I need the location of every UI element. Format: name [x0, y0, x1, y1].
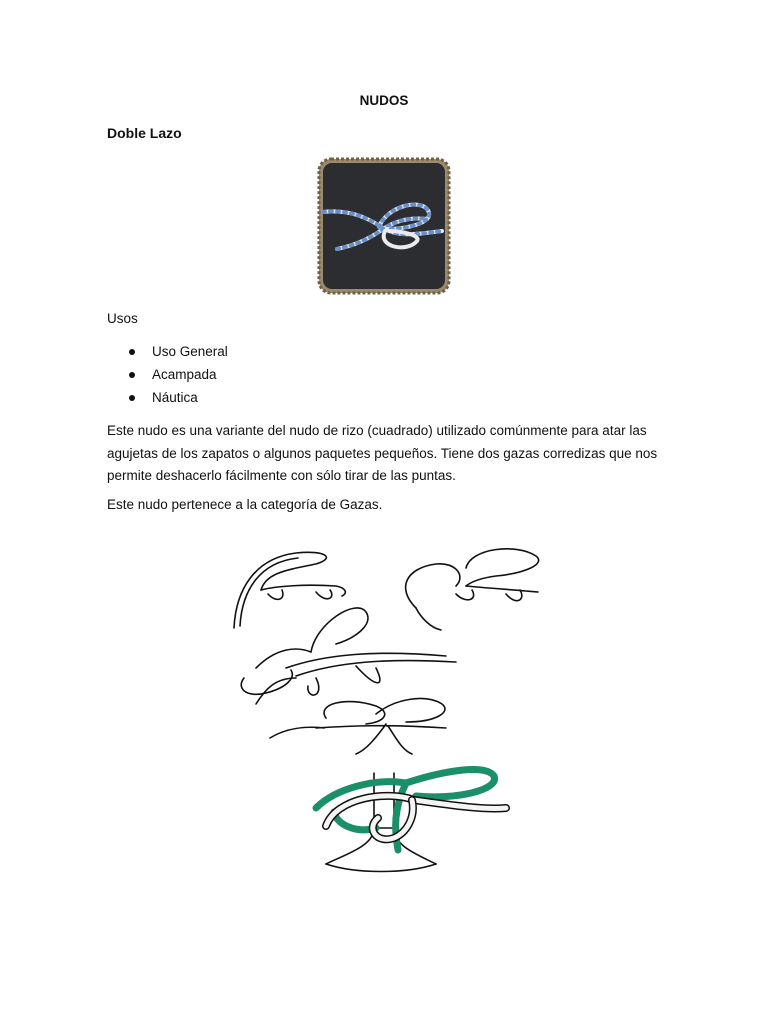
bullet-icon — [129, 395, 135, 401]
list-item: Náutica — [107, 389, 228, 412]
document-title: NUDOS — [359, 93, 409, 108]
knot-photo — [317, 157, 451, 295]
usos-list — [107, 343, 228, 412]
description-paragraph: Este nudo es una variante del nudo de rizo (cuadrado) utilizado comúnmente para atar las agujetas de los zapatos o algunos paquetes pequeños. Tiene dos gazas corredizas que nos permite deshacerlo fácilmente con sólo tirar de las puntas. — [107, 423, 658, 483]
knot-heading: Doble Lazo — [107, 125, 182, 141]
bullet-icon — [129, 372, 135, 378]
list-item: Acampada — [107, 366, 228, 389]
knot-steps-illustration — [216, 528, 552, 904]
list-item: Uso General — [107, 343, 228, 366]
bullet-icon — [129, 349, 135, 355]
usos-label: Usos — [107, 311, 138, 326]
category-paragraph: Este nudo pertenece a la categoría de Gazas. — [107, 497, 383, 512]
